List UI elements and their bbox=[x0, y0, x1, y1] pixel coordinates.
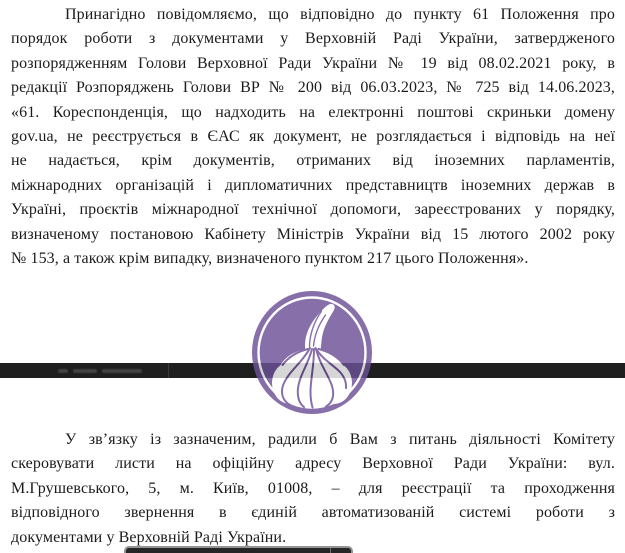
bottom-redaction-bar bbox=[124, 546, 353, 553]
text-line: документами у Верховній Раді України. bbox=[11, 528, 287, 546]
text-line: Україні, проєктів міжнародної технічної допомоги, зареєстрованих у порядку, bbox=[11, 201, 615, 219]
text-line: М.Грушевського, 5, м. Київ, 01008, – для реєстрації та проходження bbox=[11, 479, 615, 497]
paragraph-advice bbox=[11, 428, 615, 550]
text-line: gov.ua, не реєструється в ЄАС як документ, не розглядається і відповідь на неї bbox=[11, 128, 615, 146]
garlic-badge-icon bbox=[252, 291, 372, 414]
redaction-bar-seam bbox=[330, 548, 331, 553]
text-line: визначеному постановою Кабінету Міністрів України від 15 лютого 2002 року bbox=[11, 225, 615, 243]
text-line: порядок роботи з документами у Верховній Раді України, затвердженого bbox=[11, 30, 615, 48]
text-line: У зв’язку із зазначеним, радили б Вам з питань діяльності Комітету bbox=[65, 431, 615, 448]
text-line: відповідного звернення в єдиній автоматизованій системі роботи з bbox=[11, 504, 615, 522]
text-line: «61. Кореспонденція, що надходить на електронні поштові скриньки домену bbox=[11, 103, 615, 121]
text-line: редакції Розпоряджень Голови ВР № 200 від 06.03.2023, № 725 від 14.06.2023, bbox=[11, 79, 615, 97]
text-line: не надається, крім документів, отриманих від іноземних парламентів, bbox=[11, 152, 615, 170]
text-line: скеровувати листи на офіційну адресу Верховної Ради України: вул. bbox=[11, 455, 615, 473]
paragraph-regulation bbox=[11, 3, 615, 271]
redaction-bar-seam bbox=[168, 363, 169, 378]
text-line: розпорядженням Голови Верховної Ради України № 19 від 08.02.2021 року, в bbox=[11, 54, 615, 72]
text-line: Принагідно повідомляємо, що відповідно до пункту 61 Положення про bbox=[65, 6, 615, 23]
text-line: міжнародних організацій і дипломатичних представництв іноземних держав в bbox=[11, 176, 615, 194]
text-line: № 153, а також крім випадку, визначеного пунктом 217 цього Положення». bbox=[11, 250, 529, 268]
redacted-text-smudge bbox=[58, 368, 142, 373]
